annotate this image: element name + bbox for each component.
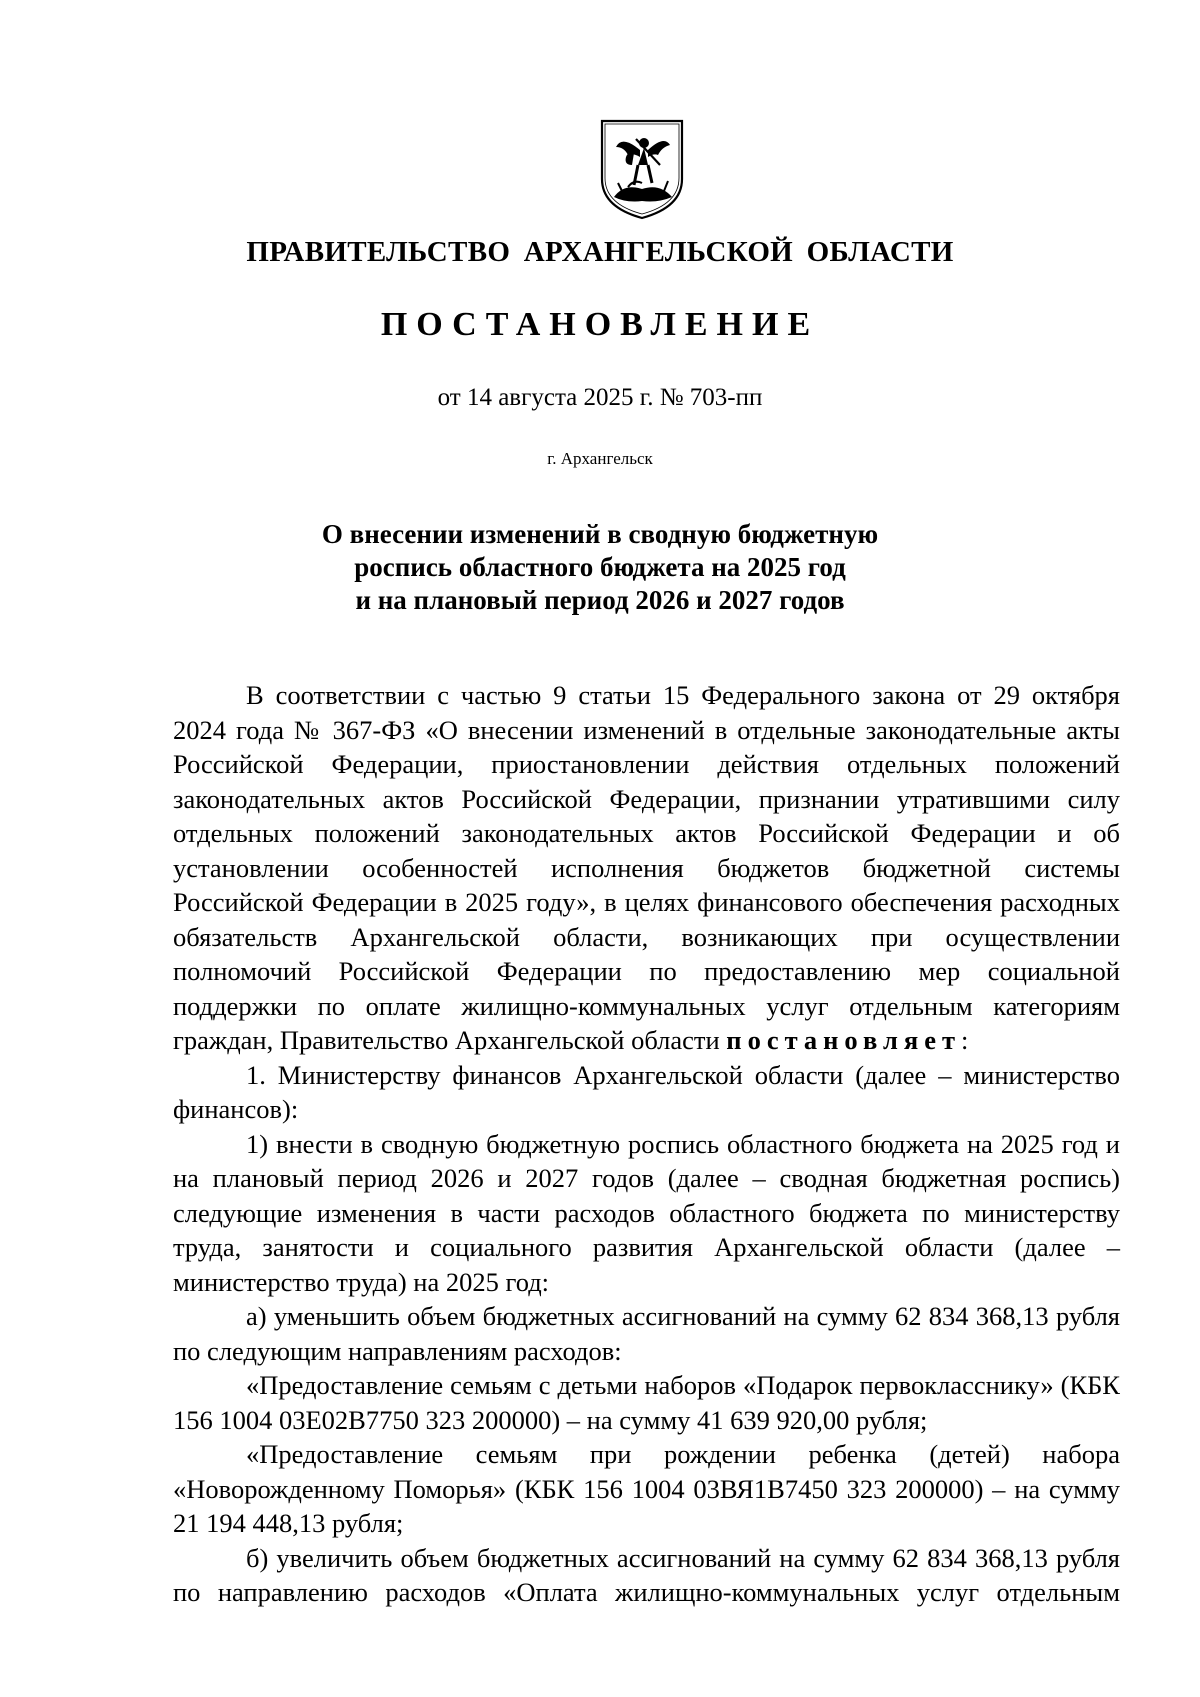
preamble-text: В соответствии с частью 9 статьи 15 Федерального закона от 29 октября 2024 года № 367-ФЗ «О внесении изменений в отдельные законодательные акты Российской Федерации, приостановлении действия отдельных положений законодательных актов Российской Федерации, признании утратившими силу отдельных положений законодательных актов Российской Федерации и об установлении особенностей исполнения бюджетов бюджетной системы Российской Федерации в 2025 году», в целях финансового обеспечения расходных обязательств Архангельской области, возникающих при осуществлении полномочий Российской Федерации по предоставлению мер социальной поддержки по оплате жилищно-коммунальных услуг отдельным категориям граждан, Правительство Архангельской области (173, 680, 1120, 1055)
paragraph-subitem-1: 1) внести в сводную бюджетную роспись областного бюджета на 2025 год и на плановый период 2026 и 2027 годов (далее – сводная бюджетная роспись) следующие изменения в части расходов областного бюджета по министерству труда, занятости и социального развития Архангельской области (далее – министерство труда) на 2025 год: (173, 1128, 1120, 1297)
document-date-number: от 14 августа 2025 г. № 703-пп (437, 384, 763, 411)
paragraph-expense-2: «Предоставление семьям при рождении ребенка (детей) набора «Новорожденному Поморья» (КБК 156 1004 03ВЯ1В7450 323 200000) – на сумму 21 194 448,13 рубля; (173, 1439, 1120, 1538)
arkhangelsk-coat-of-arms-icon (598, 117, 686, 221)
title-line: роспись областного бюджета на 2025 год (354, 552, 846, 582)
title-line: и на плановый период 2026 и 2027 годов (355, 585, 845, 615)
paragraph-expense-1: «Предоставление семьям с детьми наборов «Подарок первокласснику» (КБК 156 1004 03Е02В7750 323 200000) – на сумму 41 639 920,00 рубля; (173, 1370, 1120, 1435)
document-city: г. Архангельск (547, 449, 653, 468)
paragraph-item-1: 1. Министерству финансов Архангельской области (далее – министерство финансов): (173, 1059, 1120, 1124)
document-body (173, 678, 1120, 1610)
preamble-colon: : (960, 1025, 969, 1055)
title-line: О внесении изменений в сводную бюджетную (321, 519, 879, 549)
document-kind: ПОСТАНОВЛЕНИЕ (380, 306, 820, 343)
decree-keyword: постановляет (726, 1025, 961, 1055)
paragraph-subitem-b: б) увеличить объем бюджетных ассигнований на сумму 62 834 368,13 рубля по направлению расходов «Оплата жилищно-коммунальных услуг отдельным (173, 1542, 1120, 1607)
government-name: ПРАВИТЕЛЬСТВО АРХАНГЕЛЬСКОЙ ОБЛАСТИ (246, 236, 954, 268)
paragraph-preamble (173, 678, 1120, 1058)
paragraph-subitem-a: а) уменьшить объем бюджетных ассигнований на сумму 62 834 368,13 рубля по следующим направлениям расходов: (173, 1301, 1120, 1366)
document-title (0, 518, 1200, 617)
